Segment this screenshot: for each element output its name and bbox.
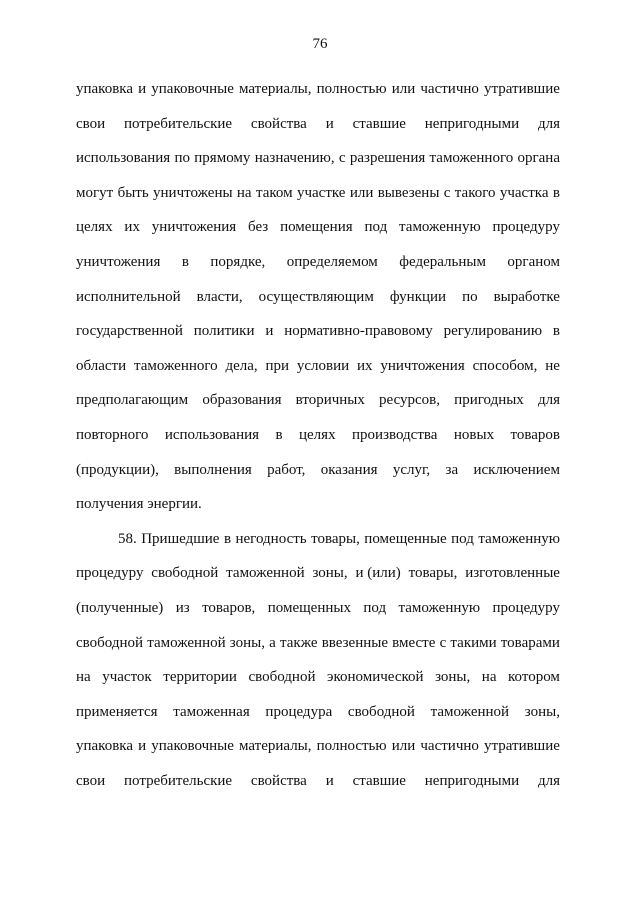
word: могут bbox=[76, 184, 114, 201]
word: (продукции), bbox=[76, 461, 159, 478]
text-line bbox=[76, 72, 560, 107]
word: таможенного bbox=[429, 150, 514, 167]
word: на bbox=[236, 184, 252, 201]
word: и bbox=[138, 81, 147, 97]
word: зоны, bbox=[524, 703, 560, 720]
word: под bbox=[364, 219, 388, 236]
word: упаковочные bbox=[151, 738, 234, 755]
word: уничтожения bbox=[151, 219, 237, 236]
word: с bbox=[443, 184, 451, 201]
word: зоны, bbox=[229, 634, 265, 651]
word: власти, bbox=[196, 288, 243, 305]
word: уничтожения bbox=[76, 253, 161, 270]
word: работ, bbox=[267, 461, 306, 478]
word: процедуру bbox=[492, 599, 560, 616]
text-line bbox=[76, 660, 560, 695]
word: производства bbox=[352, 426, 438, 443]
text-line bbox=[76, 210, 560, 245]
word: назначению, bbox=[254, 150, 335, 167]
word: зоны, bbox=[312, 565, 348, 582]
word: свойства bbox=[250, 115, 307, 132]
word: полностью bbox=[316, 738, 387, 755]
word: способом, bbox=[472, 357, 538, 374]
word: котором bbox=[508, 669, 560, 686]
word: частично bbox=[420, 738, 479, 755]
text-line bbox=[76, 176, 560, 211]
word: использования bbox=[76, 150, 171, 167]
word: с bbox=[439, 634, 447, 651]
word: потребительские bbox=[124, 115, 233, 132]
word: и (или) bbox=[355, 565, 401, 582]
word: государственной bbox=[76, 323, 183, 340]
word: на bbox=[481, 669, 497, 686]
word: за bbox=[445, 461, 459, 478]
word: в bbox=[552, 184, 560, 201]
word: таможенная bbox=[173, 703, 250, 720]
text-line bbox=[76, 107, 560, 142]
word: исключением bbox=[473, 461, 560, 478]
word: быть bbox=[117, 184, 149, 201]
word: использования bbox=[164, 426, 260, 443]
word: в bbox=[223, 530, 232, 547]
word: условии bbox=[296, 357, 350, 374]
word: или bbox=[349, 184, 374, 201]
word: участок bbox=[102, 669, 152, 686]
word: материалы, bbox=[239, 738, 312, 755]
word: товаров bbox=[510, 426, 560, 443]
word: процедура bbox=[265, 703, 333, 720]
word: частично bbox=[420, 81, 479, 97]
word: области bbox=[76, 357, 127, 374]
word: вторичных bbox=[295, 392, 365, 409]
word: негодность bbox=[235, 530, 307, 547]
word: потребительские bbox=[124, 772, 233, 789]
word: в bbox=[275, 426, 283, 443]
word: процедуру bbox=[76, 565, 144, 582]
text-line bbox=[76, 141, 560, 176]
word: процедуру bbox=[492, 219, 560, 236]
word: и bbox=[138, 738, 147, 755]
word: на bbox=[76, 669, 91, 686]
word: вывезены bbox=[377, 184, 440, 201]
word: такими bbox=[450, 634, 497, 651]
word: определяемом bbox=[286, 253, 378, 270]
word: свободной bbox=[151, 565, 219, 582]
word: свои bbox=[76, 772, 106, 789]
word: таможенной bbox=[226, 565, 305, 582]
text-line bbox=[76, 245, 560, 280]
word: таможенной bbox=[430, 703, 510, 720]
text-line bbox=[76, 280, 560, 315]
text-line bbox=[76, 626, 560, 661]
word: утратившие bbox=[484, 81, 560, 97]
word: помещенные bbox=[364, 530, 447, 547]
word: оказания bbox=[320, 461, 378, 478]
text-line bbox=[76, 729, 560, 764]
word: под bbox=[451, 530, 474, 547]
word: участке bbox=[296, 184, 346, 201]
word: непригодными bbox=[424, 115, 520, 132]
word: получения энергии. bbox=[76, 496, 202, 513]
word: а bbox=[269, 634, 276, 651]
word: без bbox=[248, 219, 269, 236]
word: товаров, bbox=[202, 599, 256, 616]
word: образования bbox=[202, 392, 282, 409]
word: экономической bbox=[327, 669, 424, 686]
paragraph bbox=[76, 72, 560, 522]
word: и bbox=[325, 115, 334, 132]
word: территории bbox=[163, 669, 237, 686]
word: органом bbox=[507, 253, 560, 270]
word: новых bbox=[453, 426, 495, 443]
word: пригодных bbox=[454, 392, 524, 409]
text-line bbox=[76, 695, 560, 730]
word: дела, bbox=[225, 357, 258, 374]
word: товары, bbox=[311, 530, 360, 547]
word: ставшие bbox=[352, 115, 406, 132]
word: таможенную bbox=[478, 530, 560, 547]
word: их bbox=[124, 219, 140, 236]
word: не bbox=[545, 357, 560, 374]
word: под bbox=[363, 599, 387, 616]
word: свободной bbox=[248, 669, 316, 686]
word: ставшие bbox=[352, 772, 406, 789]
word: вместе bbox=[392, 634, 436, 651]
word: органа bbox=[517, 150, 560, 167]
word: помещенных bbox=[267, 599, 351, 616]
text-line bbox=[76, 764, 560, 799]
word: утратившие bbox=[484, 738, 560, 755]
text-line bbox=[76, 314, 560, 349]
word: Пришедшие bbox=[141, 530, 220, 547]
word: для bbox=[537, 115, 560, 132]
word: такого bbox=[454, 184, 496, 201]
word: нормативно-правовому bbox=[284, 323, 433, 340]
word: уничтожены bbox=[153, 184, 233, 201]
word: непригодными bbox=[424, 772, 520, 789]
word: таможенного bbox=[133, 357, 218, 374]
word: целях bbox=[299, 426, 336, 443]
word: политики bbox=[193, 323, 255, 340]
word: целях bbox=[76, 219, 113, 236]
word: выработке bbox=[493, 288, 560, 305]
word: из bbox=[175, 599, 190, 616]
word: регулированию bbox=[443, 323, 543, 340]
word: прямому bbox=[194, 150, 251, 167]
word: федеральным bbox=[399, 253, 486, 270]
word: услуг, bbox=[392, 461, 431, 478]
word: или bbox=[391, 738, 416, 755]
word: упаковочные bbox=[151, 81, 234, 97]
word: или bbox=[391, 81, 416, 97]
paragraph bbox=[76, 522, 560, 799]
text-line bbox=[76, 556, 560, 591]
word: полностью bbox=[316, 81, 387, 97]
word: ввезенные bbox=[321, 634, 388, 651]
word: свободной bbox=[347, 703, 415, 720]
text-line bbox=[76, 591, 560, 626]
word: осуществляющим bbox=[258, 288, 374, 305]
word: свойства bbox=[250, 772, 307, 789]
word: (полученные) bbox=[76, 599, 164, 616]
word: таможенную bbox=[398, 599, 481, 616]
word: по bbox=[462, 288, 478, 305]
text-line bbox=[76, 522, 560, 557]
word: таможенную bbox=[399, 219, 481, 236]
word: 58. bbox=[118, 530, 137, 547]
word: свои bbox=[76, 115, 106, 132]
text-line bbox=[76, 349, 560, 384]
word: уничтожения bbox=[380, 357, 465, 374]
word: с bbox=[338, 150, 346, 167]
word: их bbox=[357, 357, 373, 374]
word: в bbox=[552, 323, 560, 340]
word: помещения bbox=[280, 219, 353, 236]
word: таком bbox=[255, 184, 293, 201]
word: для bbox=[537, 392, 560, 409]
word: ресурсов, bbox=[379, 392, 441, 409]
word: применяется bbox=[76, 703, 158, 720]
word: повторного bbox=[76, 426, 149, 443]
word: разрешения bbox=[349, 150, 426, 167]
word: изготовленные bbox=[465, 565, 560, 582]
word: товары, bbox=[408, 565, 458, 582]
text-line bbox=[76, 418, 560, 453]
word: предполагающим bbox=[76, 392, 189, 409]
word: зоны, bbox=[435, 669, 471, 686]
word: по bbox=[174, 150, 190, 167]
word: товарами bbox=[500, 634, 560, 651]
document-body bbox=[76, 72, 560, 798]
text-line bbox=[76, 487, 560, 522]
word: участка bbox=[499, 184, 549, 201]
word: упаковка bbox=[76, 81, 134, 97]
word: упаковка bbox=[76, 738, 134, 755]
word: материалы, bbox=[239, 81, 312, 97]
word: и bbox=[325, 772, 334, 789]
text-line bbox=[76, 453, 560, 488]
word: функции bbox=[389, 288, 447, 305]
word: при bbox=[265, 357, 290, 374]
text-line bbox=[76, 383, 560, 418]
word: и bbox=[265, 323, 274, 340]
word: выполнения bbox=[174, 461, 252, 478]
word: исполнительной bbox=[76, 288, 181, 305]
word: свободной bbox=[76, 634, 144, 651]
word: порядке, bbox=[210, 253, 266, 270]
word: в bbox=[181, 253, 189, 270]
page-number: 76 bbox=[312, 36, 328, 52]
word: также bbox=[280, 634, 318, 651]
word: для bbox=[537, 772, 560, 789]
word: таможенной bbox=[147, 634, 226, 651]
